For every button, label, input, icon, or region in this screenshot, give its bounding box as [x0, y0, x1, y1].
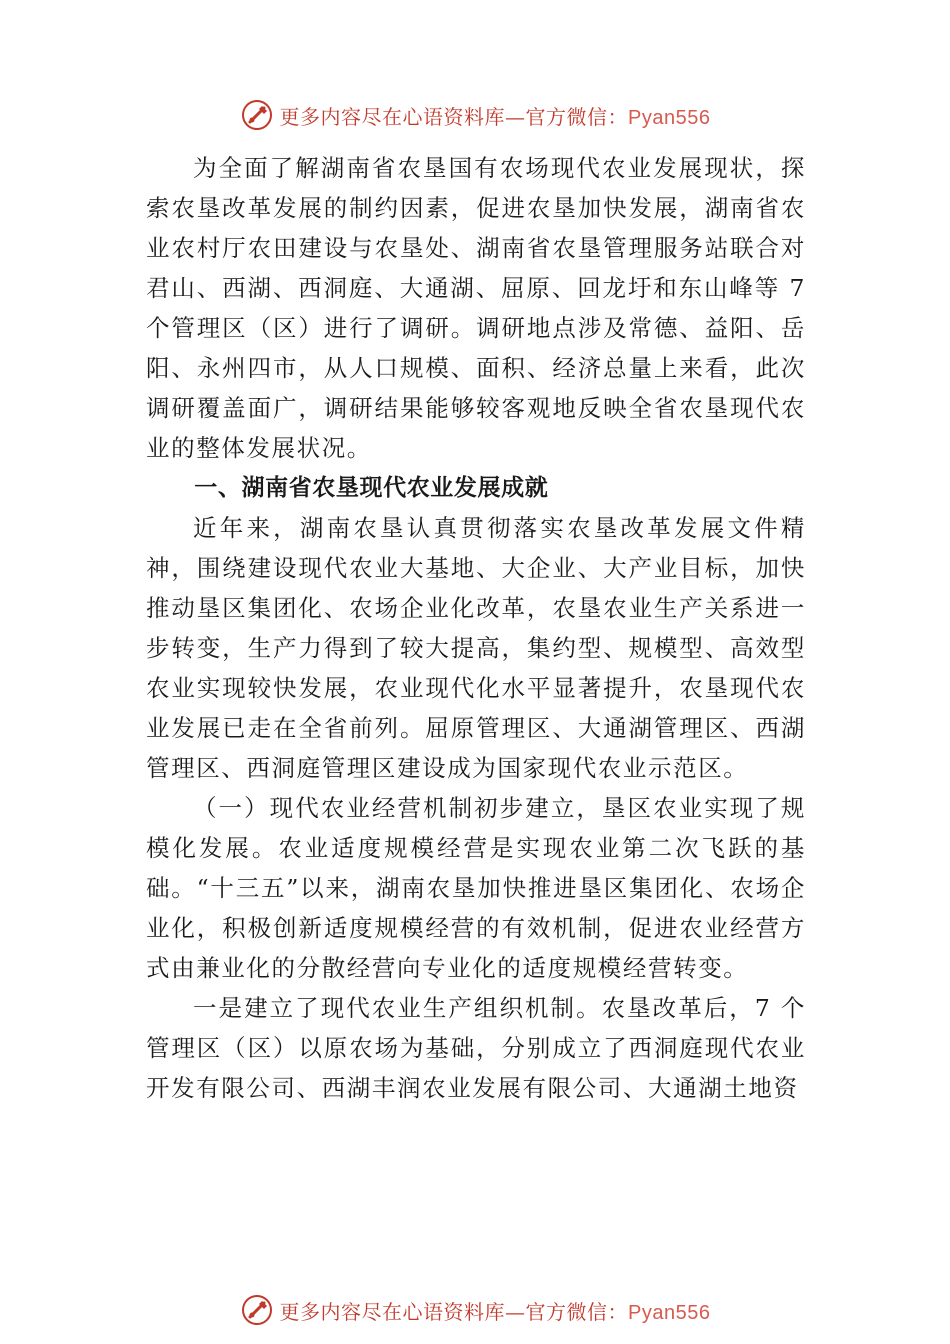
section-heading: 一、湖南省农垦现代农业发展成就: [194, 475, 549, 501]
document-body: [146, 148, 806, 1108]
watermark-logo-icon: [240, 1293, 274, 1327]
watermark-logo-icon: [240, 98, 274, 132]
watermark-header: [0, 95, 950, 135]
paragraph-achievements: 近年来，湖南农垦认真贯彻落实农垦改革发展文件精神，围绕建设现代农业大基地、大企业、大产业目标，加快推动垦区集团化、农场企业化改革，农垦农业生产关系进一步转变，生产力得到了较大提高，集约型、规模型、高效型农业实现较快发展，农业现代化水平显著提升，农垦现代农业发展已走在全省前列。屈原管理区、大通湖管理区、西湖管理区、西洞庭管理区建设成为国家现代农业示范区。: [146, 514, 806, 782]
paragraph-intro: 为全面了解湖南省农垦国有农场现代农业发展现状，探索农垦改革发展的制约因素，促进农垦加快发展，湖南省农业农村厅农田建设与农垦处、湖南省农垦管理服务站联合对君山、西湖、西洞庭、大通湖、屈原、回龙圩和东山峰等 7 个管理区（区）进行了调研。调研地点涉及常德、益阳、岳阳、永州四市，从人口规模、面积、经济总量上来看，此次调研覆盖面广，调研结果能够较客观地反映全省农垦现代农业的整体发展状况。: [146, 154, 806, 462]
watermark-text: 更多内容尽在心语资料库—官方微信：Pyan556: [279, 1299, 711, 1324]
watermark-text: 更多内容尽在心语资料库—官方微信：Pyan556: [279, 104, 711, 129]
watermark-footer: [0, 1290, 950, 1330]
paragraph-subsection-1: （一）现代农业经营机制初步建立，垦区农业实现了规模化发展。农业适度规模经营是实现农业第二次飞跃的基础。“十三五”以来，湖南农垦加快推进垦区集团化、农场企业化，积极创新适度规模经营的有效机制，促进农业经营方式由兼业化的分散经营向专业化的适度规模经营转变。: [146, 794, 806, 982]
paragraph-point-1: 一是建立了现代农业生产组织机制。农垦改革后，7 个管理区（区）以原农场为基础，分别成立了西洞庭现代农业开发有限公司、西湖丰润农业发展有限公司、大通湖土地资: [146, 994, 806, 1102]
